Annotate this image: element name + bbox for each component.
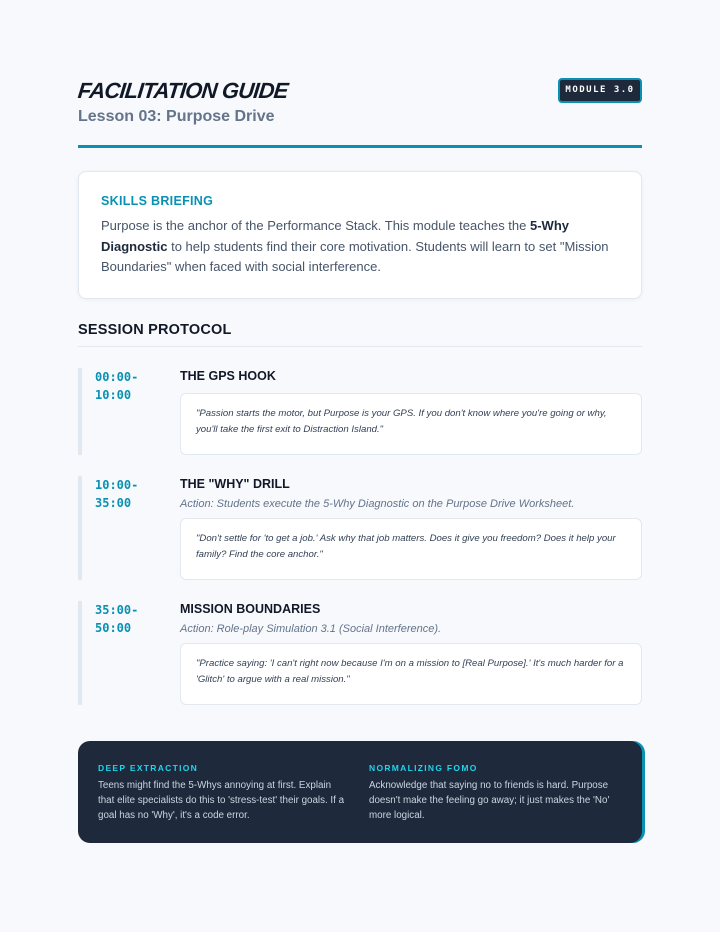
briefing-text-part-1: Purpose is the anchor of the Performance Stack. This module teaches the — [101, 218, 530, 233]
session-item — [78, 476, 642, 580]
module-badge: MODULE 3.0 — [558, 78, 642, 103]
session-timeline-bar — [78, 476, 82, 580]
session-quote: "Don't settle for 'to get a job.' Ask why that job matters. Does it give you freedom? Does it help your family? Find the core anchor." — [180, 518, 642, 580]
session-time-end: 10:00 — [95, 388, 132, 402]
tip-title: DEEP EXTRACTION — [98, 763, 199, 773]
session-heading: THE "WHY" DRILL — [180, 477, 290, 491]
tip-normalizing-fomo — [369, 763, 619, 823]
session-heading: THE GPS HOOK — [180, 369, 276, 383]
tip-deep-extraction — [98, 763, 348, 823]
session-time-end: 35:00 — [95, 496, 132, 510]
briefing-bold-term: 5-Why Diagnostic — [101, 218, 569, 254]
session-protocol-divider — [78, 346, 642, 347]
session-time — [95, 476, 165, 512]
session-quote: "Practice saying: 'I can't right now because I'm on a mission to [Real Purpose].' It's much harder for a 'Glitch' to argue with a real mission." — [180, 643, 642, 705]
skills-briefing-card — [78, 171, 642, 299]
tip-text: Teens might find the 5-Whys annoying at first. Explain that elite specialists do this to 'stress-test' their goals. If a goal has no 'Why', it's a code error. — [98, 780, 345, 821]
session-time — [95, 368, 165, 404]
session-timeline-bar — [78, 368, 82, 455]
session-item — [78, 601, 642, 705]
page-title: FACILITATION GUIDE — [76, 78, 290, 103]
briefing-text — [101, 216, 619, 278]
session-time-end: 50:00 — [95, 621, 132, 635]
session-action: Action: Role-play Simulation 3.1 (Social Interference). — [180, 623, 442, 635]
session-action: Action: Students execute the 5-Why Diagnostic on the Purpose Drive Worksheet. — [180, 498, 575, 510]
session-time-start: 00:00- — [95, 370, 139, 384]
header-divider — [78, 145, 642, 148]
tip-text: Acknowledge that saying no to friends is hard. Purpose doesn't make the feeling go away; it just makes the 'No' more logical. — [369, 780, 610, 821]
briefing-text-part-2: to help students find their core motivation. Students will learn to set "Mission Boundaries" when faced with social interference. — [101, 238, 609, 274]
session-timeline-bar — [78, 601, 82, 705]
session-heading: MISSION BOUNDARIES — [180, 602, 321, 616]
briefing-title: SKILLS BRIEFING — [101, 194, 214, 208]
facilitator-tips-panel — [78, 741, 642, 843]
session-protocol-title: SESSION PROTOCOL — [78, 322, 232, 338]
tip-title: NORMALIZING FOMO — [369, 763, 478, 773]
session-quote: "Passion starts the motor, but Purpose is your GPS. If you don't know where you're going or why, you'll take the first exit to Distraction Island." — [180, 393, 642, 455]
lesson-subtitle: Lesson 03: Purpose Drive — [78, 108, 275, 125]
session-item — [78, 368, 642, 455]
session-time — [95, 601, 165, 637]
session-time-start: 35:00- — [95, 603, 139, 617]
header — [78, 78, 642, 148]
session-time-start: 10:00- — [95, 478, 139, 492]
